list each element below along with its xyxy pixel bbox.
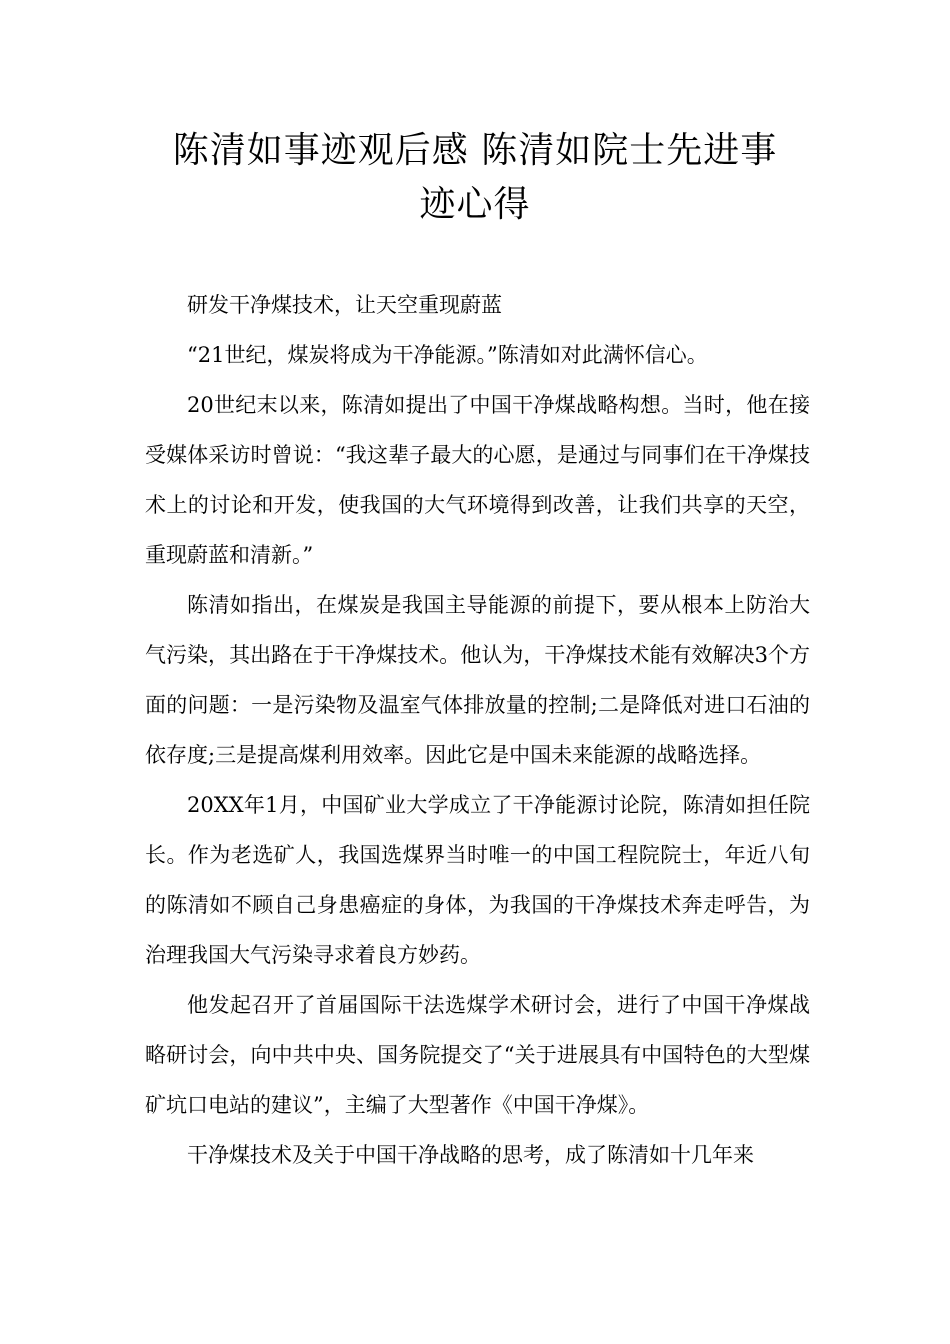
paragraph-quote: “21世纪，煤炭将成为干净能源。”陈清如对此满怀信心。 bbox=[187, 343, 708, 367]
paragraph: 20世纪末以来，陈清如提出了中国干净煤战略构想。当时，他在接受媒体采访时曾说：“我这辈子最大的心愿，是通过与同事们在干净煤技术上的讨论和开发，使我国的大气环境得到改善，让我们共享的天空，重现蔚蓝和清新。” bbox=[145, 393, 810, 567]
paragraph-subheading: 研发干净煤技术，让天空重现蔚蓝 bbox=[187, 293, 502, 317]
title-line-2: 迹心得 bbox=[419, 184, 531, 225]
paragraph: 20XX年1月，中国矿业大学成立了干净能源讨论院，陈清如担任院长。作为老选矿人，我国选煤界当时唯一的中国工程院院士，年近八旬的陈清如不顾自己身患癌症的身体，为我国的干净煤技术奔走呼告，为治理我国大气污染寻求着良方妙药。 bbox=[145, 793, 810, 967]
paragraph: 干净煤技术及关于中国干净战略的思考，成了陈清如十几年来 bbox=[187, 1143, 754, 1167]
paragraph: 陈清如指出，在煤炭是我国主导能源的前提下，要从根本上防治大气污染，其出路在于干净煤技术。他认为，干净煤技术能有效解决3个方面的问题：一是污染物及温室气体排放量的控制;二是降低对进口石油的依存度;三是提高煤利用效率。因此它是中国未来能源的战略选择。 bbox=[145, 593, 810, 767]
paragraph: 他发起召开了首届国际干法选煤学术研讨会，进行了中国干净煤战略研讨会，向中共中央、国务院提交了“关于进展具有中国特色的大型煤矿坑口电站的建议”，主编了大型著作《中国干净煤》。 bbox=[145, 993, 810, 1117]
title-line-1: 陈清如事迹观后感 陈清如院士先进事 bbox=[172, 130, 778, 171]
document-body bbox=[145, 280, 810, 1180]
document-title bbox=[100, 124, 850, 232]
